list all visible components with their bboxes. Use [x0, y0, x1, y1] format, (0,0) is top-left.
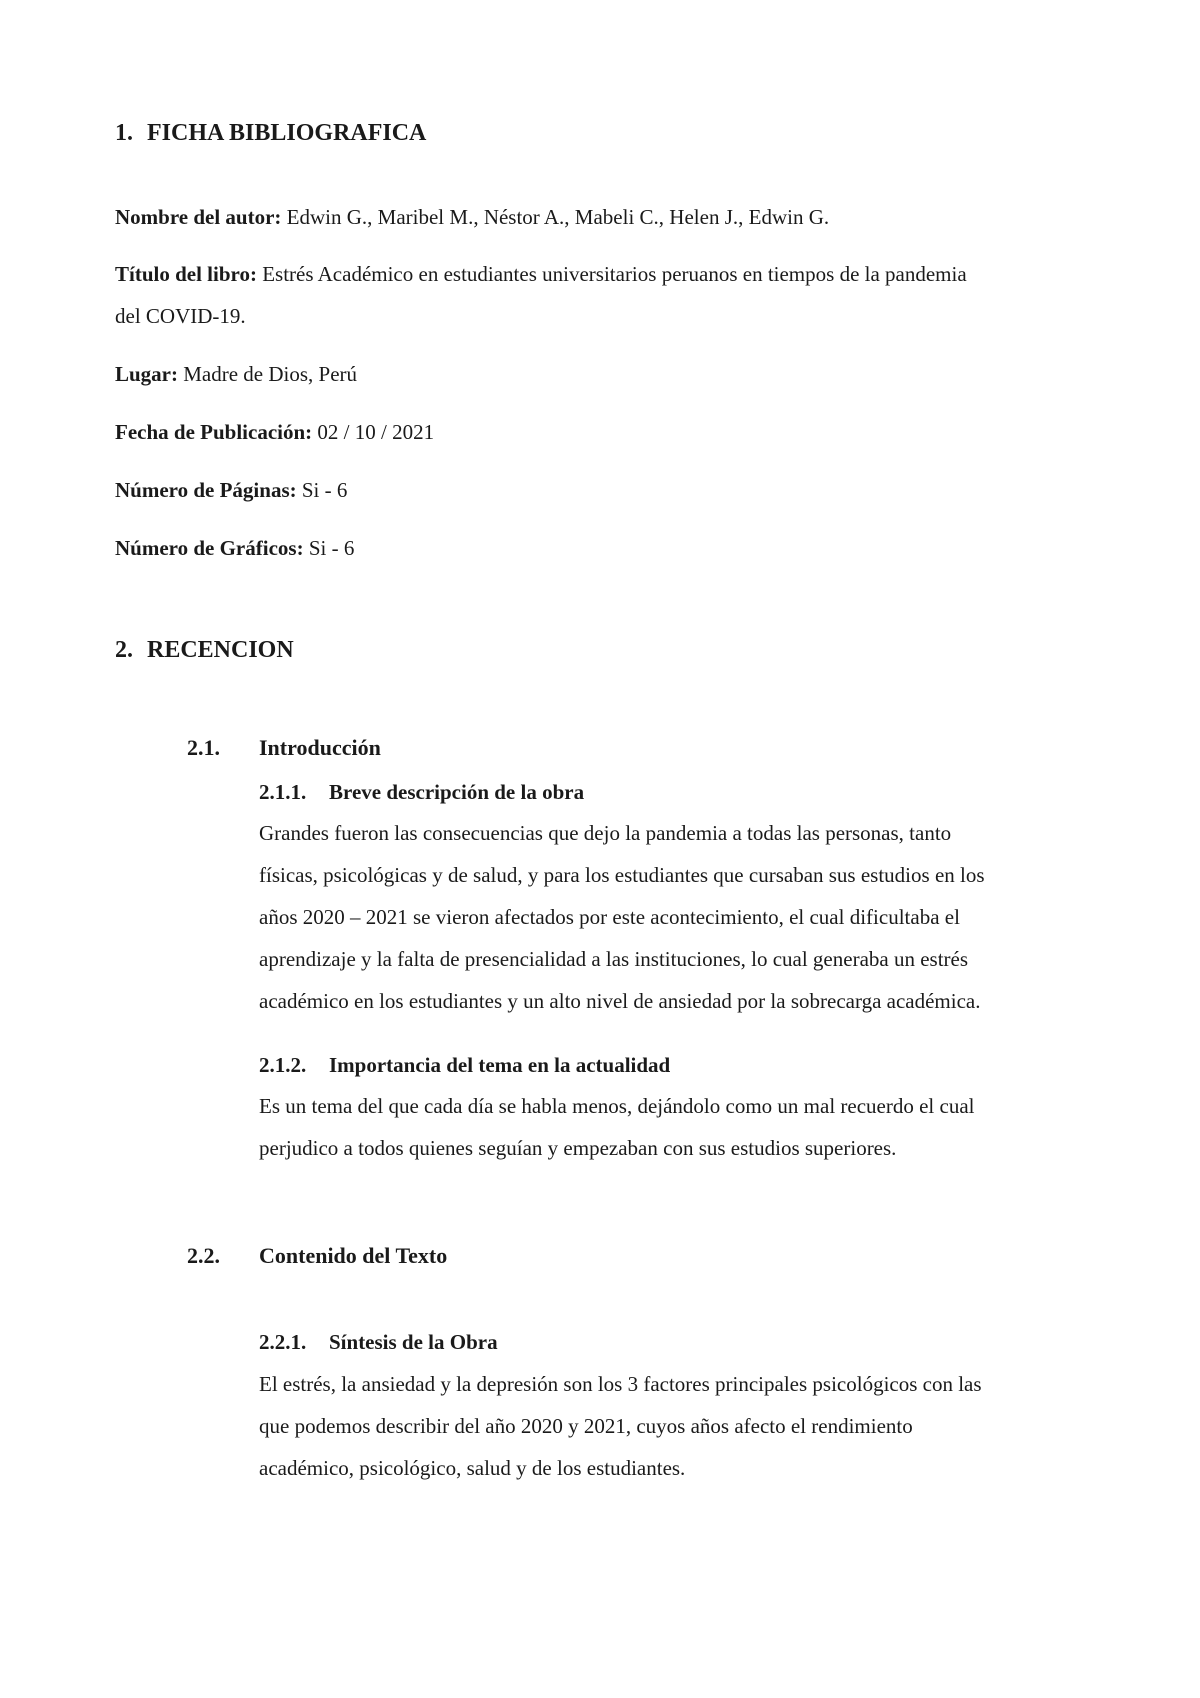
field-place-value: Madre de Dios, Perú	[178, 362, 358, 386]
field-title-value: Estrés Académico en estudiantes universitarios peruanos en tiempos de la pandemia	[256, 262, 967, 286]
subsection-2-1-2-title: Importancia del tema en la actualidad	[329, 1053, 671, 1077]
field-page-count-value: Si - 6	[296, 478, 348, 502]
subsection-2-1-1-title: Breve descripción de la obra	[329, 780, 585, 804]
paragraph-line: perjudico a todos quienes seguían y empezaban con sus estudios superiores.	[259, 1136, 897, 1160]
subsection-2-2-heading	[187, 1243, 587, 1273]
paragraph-line: años 2020 – 2021 se vieron afectados por este acontecimiento, el cual dificultaba el	[259, 905, 960, 929]
field-publication-date-label: Fecha de Publicación:	[115, 420, 313, 444]
section-2-number: 2.	[115, 637, 133, 663]
field-page-count-label: Número de Páginas:	[115, 478, 297, 502]
field-author-label: Nombre del autor:	[115, 205, 282, 229]
subsection-2-2-1-title: Síntesis de la Obra	[329, 1330, 498, 1354]
subsection-2-1-title: Introducción	[259, 735, 381, 760]
subsection-2-2-1-paragraph	[259, 1363, 982, 1489]
paragraph-line: que podemos describir del año 2020 y 2021, cuyos años afecto el rendimiento	[259, 1414, 913, 1438]
field-graphic-count	[115, 536, 354, 561]
subsection-2-1-2-number: 2.1.2.	[259, 1053, 307, 1077]
section-2-heading	[115, 637, 294, 664]
subsection-2-2-1-heading	[259, 1330, 498, 1355]
subsection-2-1-2-paragraph	[259, 1085, 975, 1169]
field-page-count	[115, 478, 347, 503]
paragraph-line: aprendizaje y la falta de presencialidad a las instituciones, lo cual generaba un estrés	[259, 947, 969, 971]
section-1-title: FICHA BIBLIOGRAFICA	[147, 120, 427, 146]
field-graphic-count-label: Número de Gráficos:	[115, 536, 304, 560]
paragraph-line: académico en los estudiantes y un alto nivel de ansiedad por la sobrecarga académica.	[259, 989, 981, 1013]
paragraph-line: físicas, psicológicas y de salud, y para los estudiantes que cursaban sus estudios en los	[259, 863, 985, 887]
paragraph-line: académico, psicológico, salud y de los estudiantes.	[259, 1456, 686, 1480]
subsection-2-1-1-number: 2.1.1.	[259, 780, 307, 804]
subsection-2-1-2-heading	[259, 1053, 670, 1078]
field-title-label: Título del libro:	[115, 262, 257, 286]
subsection-2-1-heading	[187, 735, 587, 765]
field-title	[115, 262, 967, 287]
section-2-title: RECENCION	[147, 637, 294, 663]
paragraph-line: El estrés, la ansiedad y la depresión son los 3 factores principales psicológicos con las	[259, 1372, 982, 1396]
section-1-heading	[115, 120, 426, 147]
subsection-2-1-1-paragraph	[259, 812, 985, 1022]
subsection-2-2-title: Contenido del Texto	[259, 1243, 448, 1268]
field-place-label: Lugar:	[115, 362, 178, 386]
paragraph-line: Grandes fueron las consecuencias que dejo la pandemia a todas las personas, tanto	[259, 821, 952, 845]
field-author-value: Edwin G., Maribel M., Néstor A., Mabeli C., Helen J., Edwin G.	[281, 205, 830, 229]
field-publication-date-value: 02 / 10 / 2021	[312, 420, 435, 444]
subsection-2-1-number: 2.1.	[187, 735, 220, 760]
subsection-2-2-number: 2.2.	[187, 1243, 220, 1268]
field-place	[115, 362, 357, 387]
field-author	[115, 205, 829, 230]
field-publication-date	[115, 420, 434, 445]
subsection-2-2-1-number: 2.2.1.	[259, 1330, 307, 1354]
field-title-continuation: del COVID-19.	[115, 304, 246, 328]
paragraph-line: Es un tema del que cada día se habla menos, dejándolo como un mal recuerdo el cual	[259, 1094, 975, 1118]
section-1-number: 1.	[115, 120, 133, 146]
subsection-2-1-1-heading	[259, 780, 584, 805]
field-graphic-count-value: Si - 6	[303, 536, 355, 560]
